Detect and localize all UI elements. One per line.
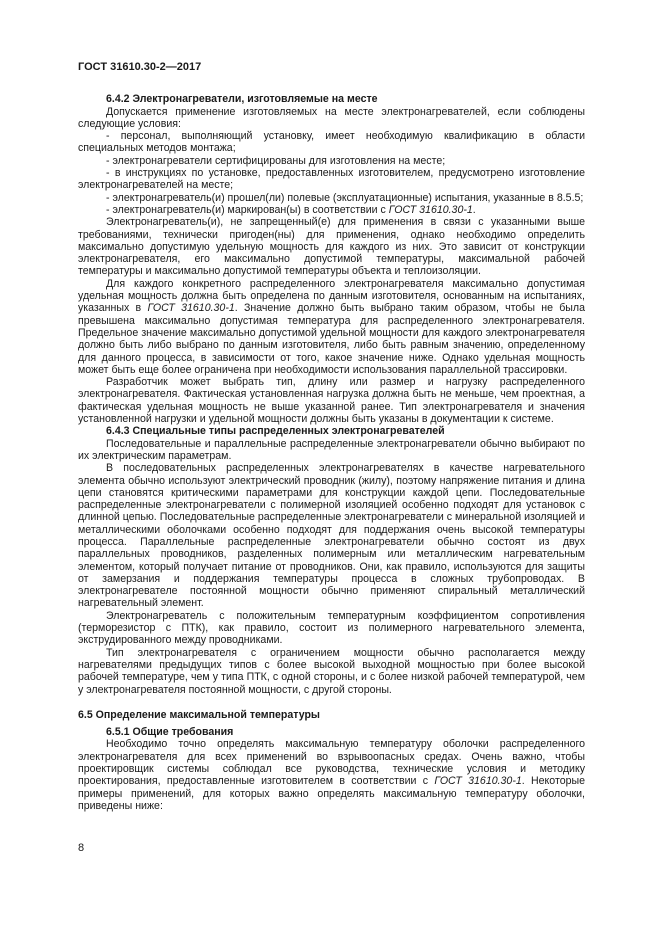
section-title: 6.4.2 Электронагреватели, изготовляемые на месте [106,93,378,106]
standard-reference: ГОСТ 31610.30-1 [388,203,473,216]
paragraph: Электронагреватель(и), не запрещенный(е) для применения в связи с указанными выше требованиями, технически пригоден(ны) для применения, однако необходимо определить максимально допустимую удельную мощность для каждого из них. Это зависит от конструкции электронагревателя, его максимально допустимой температуры, максимальной рабочей температуры и максимально допустимой температуры объекта и теплоизоляции. [78,216,585,278]
section-6-4-2 [78,93,585,425]
paragraph: Для каждого конкретного распределенного электронагревателя максимально допустимая удельная мощность должна быть определена по данным изготовителя, основанным на испытаниях, указанных в ГОСТ 31610.30-1. Значение должно быть выбрано таким образом, чтобы не была превышена максимально допустимая температура для распределенного электронагревателя. Предельное значение максимально допустимой удельной мощности для каждого электронагревателя должно быть либо выбрано по данным изготовителя, либо быть равным значению, определенному для данного процесса, в зависимости от того, какое значение ниже. Однако удельная мощность может быть еще более ограничена при необходимости использования параллельной трассировки. [78,277,585,376]
standard-reference: ГОСТ 31610.30-1 [434,775,522,788]
paragraph: Необходимо точно определять максимальную температуру оболочки распределенного электронагревателя для всех применений во взрывоопасных средах. Очень важно, чтобы проектировщик системы соблюдал все руководства, технические условия и методику проектирования, предоставленные изготовителем в соответствии с ГОСТ 31610.30-1. Некоторые примеры применений, для которых важно определять максимальную температуру оболочки, приведены ниже: [78,738,585,812]
list-item: - электронагреватели сертифицированы для изготовления на месте; [106,154,446,167]
paragraph: Электронагреватель с положительным температурным коэффициентом сопротивления (терморезистор с ПТК), как правило, состоит из полимерного нагревательного элемента, экструдированного между проводниками. [78,609,585,647]
paragraph: Разработчик может выбрать тип, длину или размер и нагрузку распределенного электронагревателя. Фактическая установленная нагрузка должна быть не меньше, чем проектная, а фактическая удельная мощность не выше указанной ранее. Тип электронагревателя и значения установленной нагрузки и удельной мощности должны быть указаны в документации к системе. [78,376,585,426]
list-item: - в инструкциях по установке, предоставленных изготовителем, предусмотрено изготовление электронагревателей на месте; [78,167,585,192]
paragraph: Тип электронагревателя с ограничением мощности обычно располагается между нагревателями предыдущих типов с более высокой выходной мощностью при более высокой рабочей температуре, чем у типа ПТК, с одной стороны, и с более низкой рабочей температурой, чем у электронагревателя постоянной мощности, с другой стороны. [78,646,585,696]
page-number: 8 [78,842,85,854]
document-header: ГОСТ 31610.30-2—2017 [78,61,202,73]
section-6-4-3 [78,425,585,696]
list-item: - электронагреватель(и) прошел(ли) полевые (эксплуатационные) испытания, указанные в 8.5.5; [106,191,584,204]
section-title: 6.5.1 Общие требования [106,726,234,739]
paragraph: В последовательных распределенных электронагревателях в качестве нагревательного элемента обычно используют электрический проводник (жилу), поэтому напряжение питания и длина цепи становятся критическими параметрами для конструкции каждой цепи. Последовательные распределенные электронагреватели с полимерной изоляцией особенно подходят для установок с длинной цепью. Последовательные распределенные электронагреватели с минеральной изоляцией и металлическими оболочками особенно подходят для поддержания очень высокой температуры процесса. Параллельные распределенные электронагреватели обычно состоят из двух параллельных проводников, разделенных полимерным или металлическим нагревательным элементом, который получает питание от проводников. Они, как правило, используются для защиты от замерзания и поддержания температуры процесса в сложных трубопроводах. В электронагревателе постоянной мощности обычно применяют спиральный металлический нагревательный элемент. [78,462,585,610]
list-item: - персонал, выполняющий установку, имеет необходимую квалификацию в области специальных методов монтажа; [78,130,585,155]
section-6-5-1 [78,726,585,812]
section-title-6-5: 6.5 Определение максимальной температуры [78,708,320,721]
section-title: 6.4.3 Специальные типы распределенных электронагревателей [106,425,445,438]
conditions-list [78,130,585,216]
list-item: - электронагреватель(и) маркирован(ы) в соответствии с ГОСТ 31610.30-1. [106,203,476,216]
paragraph: Допускается применение изготовляемых на месте электронагревателей, если соблюдены следующие условия: [78,105,585,130]
paragraph: Последовательные и параллельные распределенные электронагреватели обычно выбирают по их электрическим параметрам. [78,437,585,462]
standard-reference: ГОСТ 31610.30-1 [147,302,235,315]
